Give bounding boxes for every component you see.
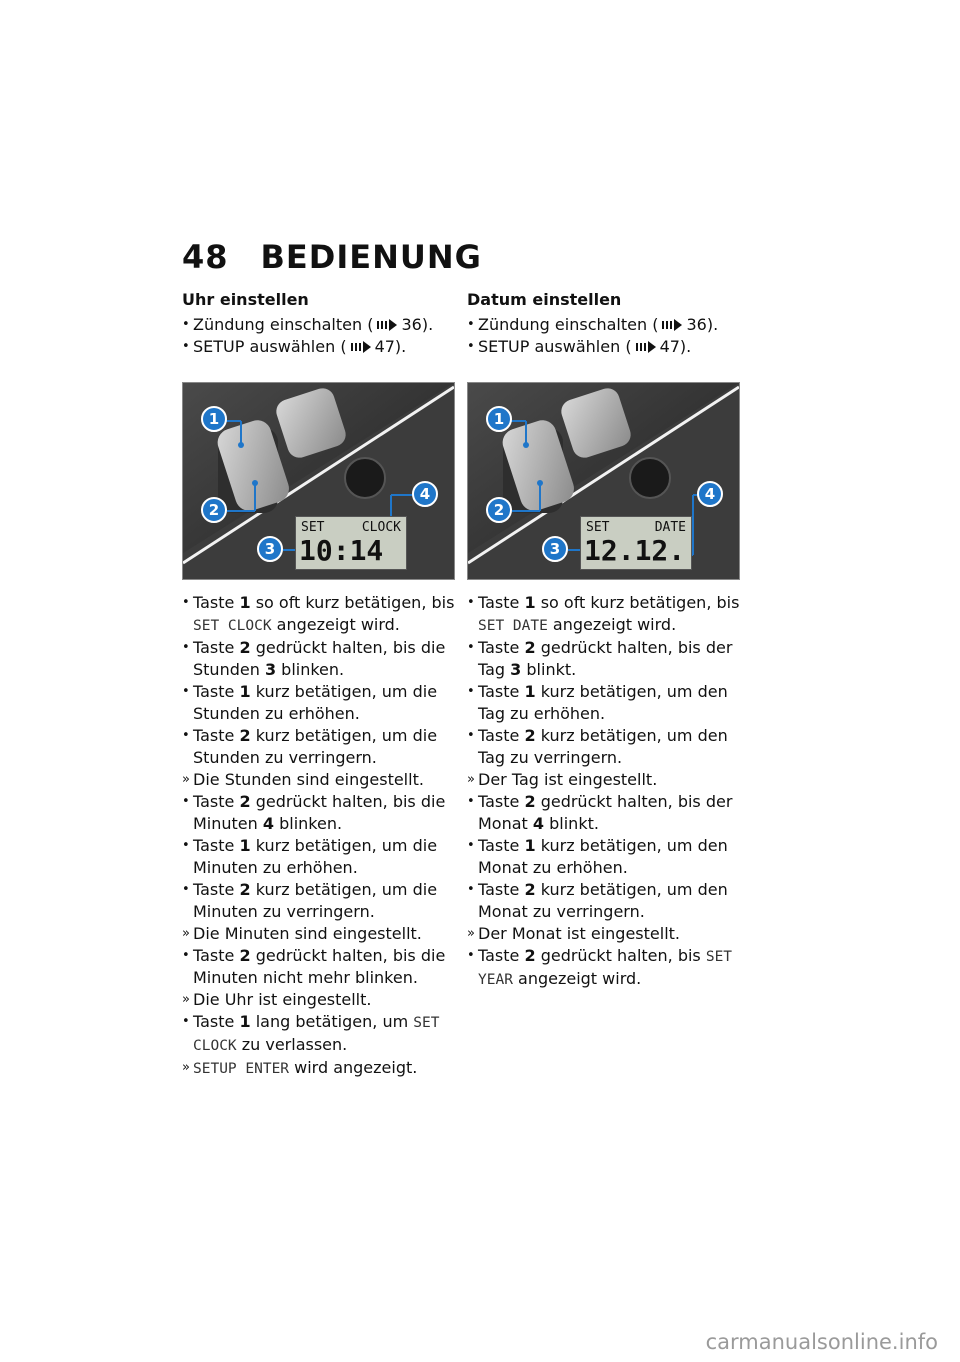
step-text: blinkt. (544, 814, 599, 833)
result-mark: » (182, 992, 190, 1007)
watermark: carmanualsonline.info (705, 1330, 938, 1354)
prerequisites-list (467, 314, 742, 358)
lcd-display (295, 516, 407, 570)
step-text: Der Tag ist eingestellt. (478, 770, 658, 789)
bullet-mark: • (182, 640, 190, 655)
step-text: so oft kurz betätigen, bis (250, 593, 455, 612)
clock-photo (182, 382, 455, 580)
step-text: Taste (478, 726, 525, 745)
lcd-label: CLOCK (361, 520, 401, 535)
bullet-mark: • (182, 948, 190, 963)
bullet-mark: • (182, 838, 190, 853)
reference-arrow-icon (350, 341, 372, 353)
key-number: 1 (239, 593, 251, 612)
step-text: gedrückt halten, bis die Minuten nicht mehr blinken. (193, 946, 446, 987)
list-item (182, 835, 457, 879)
bullet-mark: • (467, 794, 475, 809)
step-text: Taste (478, 880, 525, 899)
lcd-label: SET (301, 520, 325, 535)
lcd-value: 12.12. (584, 534, 686, 567)
bullet-mark: • (467, 838, 475, 853)
key-number: 4 (532, 814, 545, 833)
step-text: 47). (659, 337, 692, 356)
bullet-mark: • (182, 595, 190, 610)
key-number: 1 (524, 836, 536, 855)
list-item (467, 314, 742, 336)
step-text: kurz betätigen, um den Monat zu verringern. (478, 880, 728, 921)
step-text: blinkt. (521, 660, 577, 679)
key-number: 1 (239, 836, 251, 855)
callout-badge: 1 (486, 406, 512, 432)
step-text: angezeigt wird. (512, 969, 642, 988)
callout-badge: 1 (201, 406, 227, 432)
list-item (467, 879, 742, 923)
lcd-value: 10:14 (299, 534, 384, 567)
lcd-label: SET (586, 520, 610, 535)
step-text: Der Monat ist eingestellt. (478, 924, 680, 943)
step-text: Taste (193, 726, 240, 745)
bullet-mark: • (182, 794, 190, 809)
step-text: angezeigt wird. (271, 615, 400, 634)
result-mark: » (467, 926, 475, 941)
key-number: 1 (239, 1012, 251, 1031)
list-item (467, 681, 742, 725)
step-text: so oft kurz betätigen, bis (535, 593, 740, 612)
step-text: 36). (401, 315, 434, 334)
section-clock (182, 290, 457, 1080)
display-text: SETUP ENTER (193, 1061, 290, 1077)
key-number: 2 (524, 946, 536, 965)
result-item (182, 1057, 457, 1080)
step-text: Taste (193, 792, 240, 811)
list-item (182, 592, 457, 637)
bullet-mark: • (467, 640, 475, 655)
bullet-mark: • (467, 339, 475, 354)
result-mark: » (182, 926, 190, 941)
step-text: kurz betätigen, um die Stunden zu erhöhen. (193, 682, 438, 723)
step-text: gedrückt halten, bis der Tag (478, 638, 733, 679)
callout-badge: 2 (201, 497, 227, 523)
step-text: Taste (193, 946, 240, 965)
step-text: Taste (478, 792, 525, 811)
bullet-mark: • (467, 948, 475, 963)
step-text: SETUP auswählen ( (478, 337, 632, 356)
display-text: SET DATE (478, 618, 548, 634)
step-text: wird angezeigt. (289, 1058, 418, 1077)
step-text: Taste (478, 946, 525, 965)
page-header (182, 238, 482, 276)
step-text: blinken. (274, 814, 343, 833)
step-text: Taste (193, 836, 240, 855)
list-item (182, 725, 457, 769)
display-text: SET CLOCK (193, 618, 272, 634)
bullet-mark: • (467, 728, 475, 743)
callout-badge: 3 (257, 536, 283, 562)
step-text: Zündung einschalten ( (193, 315, 374, 334)
key-number: 2 (524, 792, 536, 811)
step-text: zu verlassen. (236, 1035, 348, 1054)
bullet-mark: • (182, 1014, 190, 1029)
step-text: kurz betätigen, um die Minuten zu erhöhen. (193, 836, 438, 877)
key-number: 2 (239, 726, 251, 745)
step-text: angezeigt wird. (547, 615, 677, 634)
instruction-list (182, 592, 457, 1080)
lcd-label: DATE (654, 520, 686, 535)
step-text: SETUP auswählen ( (193, 337, 347, 356)
step-text: Taste (193, 682, 240, 701)
result-mark: » (182, 772, 190, 787)
bullet-mark: • (467, 882, 475, 897)
result-item (467, 769, 742, 791)
step-text: gedrückt halten, bis der Monat (478, 792, 733, 833)
list-item (182, 314, 457, 336)
result-mark: » (467, 772, 475, 787)
list-item (467, 725, 742, 769)
key-number: 2 (239, 638, 251, 657)
bullet-mark: • (467, 317, 475, 332)
step-text: kurz betätigen, um die Minuten zu verringern. (193, 880, 438, 921)
list-item (467, 637, 742, 681)
bullet-mark: • (182, 882, 190, 897)
step-text: 36). (686, 315, 719, 334)
bullet-mark: • (182, 684, 190, 699)
step-text: kurz betätigen, um den Tag zu verringern. (478, 726, 728, 767)
list-item (182, 879, 457, 923)
step-text: kurz betätigen, um die Stunden zu verringern. (193, 726, 438, 767)
lcd-display (580, 516, 692, 570)
result-mark: » (182, 1060, 190, 1075)
section-title: Datum einstellen (467, 290, 622, 309)
key-number: 2 (524, 880, 536, 899)
page-title: BEDIENUNG (260, 238, 482, 276)
instruction-list (467, 592, 742, 991)
step-text: Taste (478, 593, 525, 612)
key-number: 1 (524, 593, 536, 612)
list-item (467, 592, 742, 637)
step-text: kurz betätigen, um den Monat zu erhöhen. (478, 836, 728, 877)
list-item (467, 336, 742, 358)
reference-arrow-icon (376, 319, 398, 331)
key-number: 2 (524, 726, 536, 745)
list-item (182, 1011, 457, 1057)
key-number: 1 (524, 682, 536, 701)
step-text: Taste (193, 638, 240, 657)
key-number: 1 (239, 682, 251, 701)
bullet-mark: • (182, 339, 190, 354)
step-text: kurz betätigen, um den Tag zu erhöhen. (478, 682, 728, 723)
list-item (182, 945, 457, 989)
list-item (182, 637, 457, 681)
step-text: Taste (193, 1012, 240, 1031)
key-number: 2 (524, 638, 536, 657)
key-number: 3 (510, 660, 522, 679)
list-item (467, 791, 742, 835)
result-item (182, 923, 457, 945)
list-item (182, 791, 457, 835)
bullet-mark: • (467, 684, 475, 699)
step-text: Taste (193, 880, 240, 899)
step-text: blinken. (276, 660, 345, 679)
section-date (467, 290, 742, 991)
page-number: 48 (182, 238, 229, 276)
step-text: gedrückt halten, bis die Minuten (193, 792, 446, 833)
step-text: 47). (374, 337, 407, 356)
callout-badge: 2 (486, 497, 512, 523)
step-text: Taste (193, 593, 240, 612)
bullet-mark: • (182, 728, 190, 743)
reference-arrow-icon (635, 341, 657, 353)
key-number: 4 (262, 814, 275, 833)
result-item (182, 989, 457, 1011)
callout-badge: 4 (412, 481, 438, 507)
key-number: 3 (264, 660, 277, 679)
date-photo (467, 382, 740, 580)
prerequisites-list (182, 314, 457, 358)
list-item (182, 681, 457, 725)
list-item (182, 336, 457, 358)
step-text: Taste (478, 682, 525, 701)
step-text: Die Stunden sind eingestellt. (193, 770, 424, 789)
display-text: SET CLOCK (193, 1015, 440, 1054)
bullet-mark: • (182, 317, 190, 332)
display-text: SET YEAR (478, 949, 733, 988)
callout-badge: 3 (542, 536, 568, 562)
step-text: Zündung einschalten ( (478, 315, 659, 334)
key-number: 2 (239, 792, 251, 811)
result-item (182, 769, 457, 791)
result-item (467, 923, 742, 945)
step-text: lang betätigen, um (250, 1012, 414, 1031)
step-text: Die Uhr ist eingestellt. (193, 990, 372, 1009)
list-item (467, 945, 742, 991)
step-text: Die Minuten sind eingestellt. (193, 924, 422, 943)
bullet-mark: • (467, 595, 475, 610)
step-text: gedrückt halten, bis (535, 946, 706, 965)
step-text: Taste (478, 638, 525, 657)
key-number: 2 (239, 946, 251, 965)
step-text: Taste (478, 836, 525, 855)
reference-arrow-icon (661, 319, 683, 331)
callout-badge: 4 (697, 481, 723, 507)
list-item (467, 835, 742, 879)
key-number: 2 (239, 880, 251, 899)
step-text: gedrückt halten, bis die Stunden (193, 638, 446, 679)
section-title: Uhr einstellen (182, 290, 309, 309)
